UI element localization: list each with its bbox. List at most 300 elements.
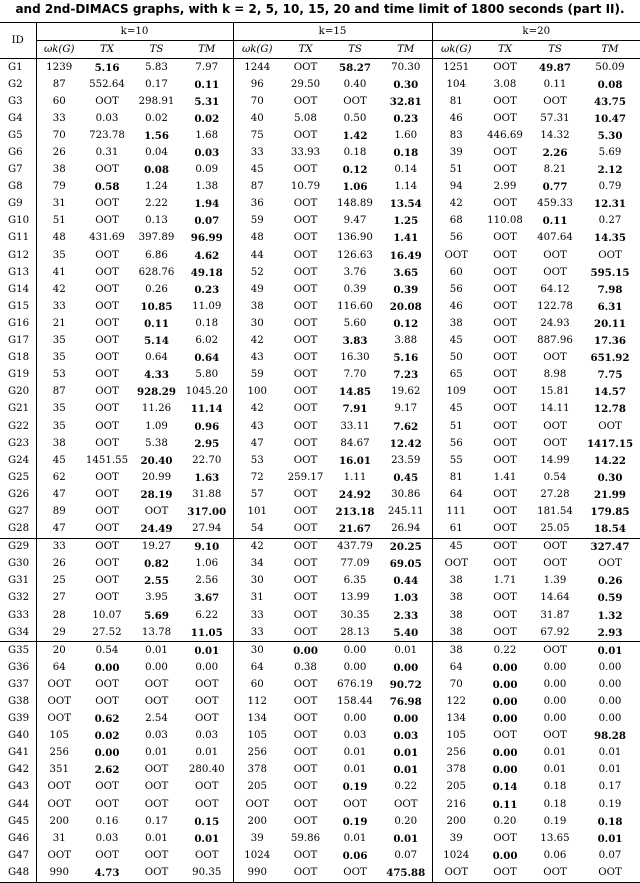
table-cell: 0.01 (543, 764, 567, 776)
table-cell: 30.86 (391, 488, 421, 500)
table-cell: 14.22 (594, 454, 626, 467)
table-cell: 1.32 (597, 609, 623, 622)
table-cell: OOT (36, 779, 82, 796)
results-table (0, 22, 640, 883)
row-id: G5 (8, 129, 23, 141)
table-cell: 39 (432, 830, 480, 847)
row-id: G29 (0, 538, 36, 556)
table-cell: 0.00 (543, 713, 567, 725)
table-cell: 3.76 (343, 266, 367, 278)
table-cell: OOT (293, 232, 318, 244)
table-cell: 27.28 (540, 488, 570, 500)
table-cell: 134 (432, 711, 480, 728)
row-id: G36 (8, 661, 30, 673)
table-row (0, 367, 640, 384)
table-cell: 446.69 (487, 129, 523, 141)
table-cell: OOT (95, 575, 119, 587)
table-cell: OOT (36, 676, 82, 693)
subheader-row (0, 41, 640, 59)
table-cell: OOT (493, 609, 517, 621)
table-cell: 148.89 (337, 198, 373, 210)
table-cell: 3.67 (194, 592, 220, 605)
table-cell: OOT (543, 266, 567, 278)
table-cell: 0.07 (394, 849, 418, 861)
table-cell: 31 (233, 590, 281, 607)
table-cell: OOT (493, 403, 517, 415)
table-cell: 0.19 (543, 815, 567, 827)
table-cell: 0.01 (194, 832, 220, 845)
row-id: G8 (8, 181, 23, 193)
table-cell: OOT (493, 164, 517, 176)
table-cell: 259.17 (287, 471, 324, 483)
table-cell: 0.00 (492, 747, 518, 760)
table-cell: 26 (36, 144, 82, 161)
table-cell: 13.54 (389, 198, 422, 211)
row-id: G15 (8, 300, 30, 312)
table-cell: 0.38 (294, 661, 317, 673)
table-cell: 1024 (432, 847, 480, 864)
table-cell: 41 (36, 264, 82, 281)
table-cell: 0.00 (492, 696, 518, 709)
table-cell: 35 (36, 350, 82, 367)
table-cell: OOT (493, 232, 517, 244)
table-cell: 1.56 (144, 129, 169, 142)
table-cell: 56 (432, 230, 480, 247)
table-cell: OOT (95, 505, 119, 517)
table-cell: 14.85 (339, 386, 371, 399)
row-id: G13 (8, 266, 30, 278)
table-cell: OOT (293, 454, 318, 466)
table-cell: 4.62 (194, 249, 220, 262)
table-cell: 30.35 (340, 609, 370, 621)
table-cell: OOT (493, 832, 517, 844)
table-cell: 36 (233, 196, 281, 213)
table-cell: 14.35 (594, 232, 626, 245)
table-cell: 0.08 (597, 78, 623, 91)
table-cell: 62 (36, 469, 82, 486)
table-cell: 64 (432, 486, 480, 503)
table-cell: 39 (233, 830, 281, 847)
table-cell: OOT (293, 198, 318, 210)
table-cell: 64 (36, 659, 82, 676)
table-row (0, 556, 640, 573)
table-cell: OOT (293, 420, 318, 432)
table-cell: OOT (233, 796, 281, 813)
table-cell: OOT (95, 249, 119, 261)
table-cell: OOT (493, 352, 517, 364)
table-cell: 1451.55 (85, 454, 129, 466)
table-cell: 84.67 (340, 437, 370, 449)
table-cell: 0.19 (598, 798, 622, 810)
table-cell: 13.99 (340, 592, 370, 604)
table-cell: 33 (233, 624, 281, 642)
table-cell: OOT (293, 558, 318, 570)
table-cell: 54 (233, 521, 281, 539)
row-id: G34 (8, 626, 30, 638)
table-cell: 20.25 (380, 538, 432, 556)
table-cell: 5.14 (144, 335, 169, 348)
table-cell: OOT (95, 215, 119, 227)
table-cell: 20.99 (141, 471, 172, 483)
table-cell: 10.07 (92, 609, 122, 621)
table-cell: 20 (36, 642, 82, 660)
table-row (0, 76, 640, 93)
table-row (0, 333, 640, 350)
table-cell: OOT (95, 471, 119, 483)
table-cell: 70 (233, 93, 281, 110)
table-cell: OOT (195, 678, 219, 690)
table-cell: 0.18 (393, 147, 419, 160)
row-id: G11 (8, 232, 30, 244)
table-cell: 22.70 (192, 454, 222, 466)
table-cell: OOT (530, 642, 580, 660)
table-cell: 4.33 (144, 369, 169, 382)
table-cell: OOT (195, 713, 219, 725)
table-cell: 5.16 (393, 352, 419, 365)
table-cell: 0.64 (194, 352, 220, 365)
table-cell: 39 (432, 144, 480, 161)
table-cell: 1.60 (394, 129, 418, 141)
table-cell: 8.98 (543, 369, 567, 381)
table-cell: OOT (480, 59, 530, 77)
table-cell: 0.00 (492, 678, 518, 691)
table-cell: 0.11 (543, 78, 567, 90)
table-cell: 651.92 (590, 352, 630, 365)
table-cell: 42 (233, 538, 281, 556)
table-cell: 31.87 (540, 609, 570, 621)
table-cell: 31 (36, 830, 82, 847)
table-cell: OOT (598, 249, 622, 261)
table-cell: 1.06 (342, 181, 368, 194)
table-cell: 1024 (233, 847, 281, 864)
table-cell: 378 (233, 762, 281, 779)
table-cell: 87 (233, 179, 281, 196)
table-cell: 1.39 (543, 575, 567, 587)
table-cell: OOT (293, 505, 318, 517)
table-cell: OOT (95, 369, 119, 381)
table-cell: 0.01 (597, 832, 623, 845)
table-cell: 7.98 (597, 283, 623, 296)
table-cell: 18.54 (594, 523, 626, 536)
table-cell: 3.95 (145, 592, 168, 604)
table-cell: 0.01 (343, 832, 367, 844)
table-cell: 0.18 (543, 781, 567, 793)
table-cell: 0.00 (94, 661, 120, 674)
table-cell: 0.14 (394, 164, 418, 176)
table-cell: 475.88 (380, 864, 432, 882)
row-id: G14 (8, 283, 30, 295)
table-cell: 83 (432, 127, 480, 144)
table-cell: 70 (36, 127, 82, 144)
table-cell: OOT (293, 626, 318, 638)
table-cell: 0.11 (144, 317, 169, 330)
table-cell: 30 (233, 315, 281, 332)
table-cell: OOT (493, 505, 517, 517)
table-cell: 56 (432, 435, 480, 452)
table-cell: OOT (95, 403, 119, 415)
table-cell: OOT (493, 369, 517, 381)
table-cell: OOT (293, 300, 318, 312)
table-cell: 77.09 (340, 558, 370, 570)
table-cell: 205 (432, 779, 480, 796)
table-cell: 0.77 (542, 181, 568, 194)
table-cell: 1.42 (342, 129, 368, 142)
table-cell: 0.54 (82, 642, 132, 660)
table-cell: 0.01 (393, 832, 419, 845)
table-cell: 6.35 (343, 575, 367, 587)
table-cell: 0.19 (342, 815, 368, 828)
table-cell: 0.11 (492, 798, 518, 811)
table-cell: 1417.15 (586, 437, 634, 450)
table-cell: 0.07 (598, 849, 622, 861)
table-cell: OOT (95, 283, 119, 295)
table-cell: OOT (493, 592, 517, 604)
table-cell: OOT (95, 437, 119, 449)
table-cell: 51 (432, 418, 480, 435)
table-cell: 27.94 (192, 523, 222, 535)
table-cell: OOT (95, 164, 119, 176)
table-row (0, 418, 640, 435)
table-cell: OOT (293, 95, 318, 107)
table-cell: 437.79 (330, 538, 380, 556)
table-row (0, 762, 640, 779)
table-cell: 200 (432, 813, 480, 830)
table-cell: OOT (293, 437, 318, 449)
table-cell: OOT (343, 95, 367, 107)
table-cell: 0.39 (343, 283, 367, 295)
table-cell: 28.13 (340, 626, 370, 638)
table-cell: 16.01 (339, 454, 371, 467)
table-cell: 59 (233, 213, 281, 230)
table-cell: 205 (233, 779, 281, 796)
table-cell: 1045.20 (185, 386, 228, 398)
table-cell: OOT (144, 505, 169, 517)
row-id: G7 (8, 164, 23, 176)
table-cell: OOT (394, 798, 418, 810)
table-cell: 0.01 (580, 642, 640, 660)
table-cell: 5.69 (144, 609, 169, 622)
table-cell: OOT (144, 764, 169, 776)
table-cell: 0.50 (343, 112, 367, 124)
table-cell: 58.27 (330, 59, 380, 77)
table-cell: 14.11 (540, 403, 570, 415)
table-cell: OOT (195, 781, 219, 793)
table-cell: 10.47 (594, 112, 626, 125)
table-cell: 1.63 (194, 471, 220, 484)
table-cell: 26.94 (391, 523, 421, 535)
table-row (0, 521, 640, 539)
row-id: G30 (8, 558, 30, 570)
table-cell: 0.14 (492, 781, 518, 794)
table-cell: 3.88 (394, 335, 418, 347)
table-cell: 0.00 (543, 696, 567, 708)
table-cell: 45 (432, 538, 480, 556)
table-row (0, 162, 640, 179)
table-cell: 87 (36, 384, 82, 401)
table-cell: OOT (293, 317, 318, 329)
table-row (0, 93, 640, 110)
table-cell: OOT (144, 696, 169, 708)
table-cell: 0.58 (94, 181, 120, 194)
table-cell: OOT (82, 538, 132, 556)
table-cell: 0.22 (394, 781, 418, 793)
row-id: G25 (8, 471, 30, 483)
table-cell: 70 (432, 676, 480, 693)
table-row (0, 607, 640, 624)
table-cell: 0.11 (194, 78, 220, 91)
table-cell: 9.17 (394, 403, 418, 415)
table-cell: OOT (95, 300, 119, 312)
table-cell: 57.31 (540, 112, 570, 124)
table-cell: 0.00 (145, 661, 168, 673)
table-cell: OOT (493, 300, 517, 312)
table-cell: 0.20 (493, 815, 517, 827)
table-cell: 38 (233, 298, 281, 315)
row-id: G17 (8, 335, 30, 347)
table-cell: OOT (530, 864, 580, 882)
table-cell: 105 (432, 728, 480, 745)
table-cell: 94 (432, 179, 480, 196)
table-cell: 33 (233, 144, 281, 161)
table-cell: 0.00 (598, 696, 622, 708)
table-row (0, 813, 640, 830)
table-cell: 2.55 (144, 575, 169, 588)
table-cell: 38 (432, 573, 480, 590)
table-cell: OOT (293, 249, 318, 261)
table-cell: 0.01 (393, 764, 419, 777)
table-cell: 5.40 (393, 626, 419, 639)
table-cell: 1251 (432, 59, 480, 77)
table-cell: 0.15 (194, 815, 220, 828)
table-row (0, 230, 640, 247)
table-cell: 104 (432, 76, 480, 93)
table-cell: OOT (293, 678, 318, 690)
table-cell: OOT (95, 266, 119, 278)
table-row (0, 796, 640, 813)
table-cell: OOT (144, 798, 169, 810)
table-cell: 0.96 (194, 420, 220, 433)
table-cell: 122 (432, 693, 480, 710)
table-cell: 87 (36, 76, 82, 93)
table-cell: OOT (493, 730, 517, 742)
table-cell: 0.39 (393, 283, 419, 296)
table-cell: 1.06 (195, 558, 219, 570)
table-cell: 351 (36, 762, 82, 779)
table-cell: 200 (233, 813, 281, 830)
table-cell: OOT (293, 747, 318, 759)
table-cell: OOT (598, 558, 622, 570)
table-cell: 79 (36, 179, 82, 196)
table-cell: 245.11 (387, 505, 424, 517)
table-cell: 0.18 (195, 317, 219, 329)
table-cell: 136.90 (337, 232, 373, 244)
table-cell: 64 (432, 659, 480, 676)
table-row (0, 573, 640, 590)
table-cell: 42 (233, 333, 281, 350)
table-row (0, 642, 640, 660)
table-cell: OOT (493, 386, 517, 398)
table-cell: 33 (36, 110, 82, 127)
table-cell: 0.64 (145, 352, 168, 364)
table-cell: 48 (233, 230, 281, 247)
table-cell: 6.86 (145, 249, 168, 261)
row-id: G23 (8, 437, 30, 449)
table-cell: OOT (293, 352, 318, 364)
table-cell: OOT (543, 730, 567, 742)
row-id: G3 (8, 95, 23, 107)
column-header-tx: TX (281, 41, 330, 59)
table-cell: 14.32 (540, 129, 570, 141)
table-cell: 11.14 (190, 403, 223, 416)
table-cell: OOT (543, 95, 567, 107)
table-cell: OOT (493, 249, 517, 261)
table-cell: 35 (36, 333, 82, 350)
table-cell: 5.30 (597, 129, 623, 142)
table-cell: OOT (95, 696, 119, 708)
table-cell: 96.99 (190, 232, 223, 245)
table-cell: 31 (36, 196, 82, 213)
table-cell: 1.11 (343, 471, 367, 483)
table-cell: OOT (95, 558, 119, 570)
table-row (0, 401, 640, 418)
row-id: G27 (8, 505, 30, 517)
table-cell: 40 (233, 110, 281, 127)
table-cell: 0.03 (343, 730, 367, 742)
table-cell: OOT (195, 798, 219, 810)
column-header-tm: TM (380, 41, 432, 59)
table-cell: 64.12 (540, 283, 570, 295)
table-cell: 0.00 (330, 642, 380, 660)
table-cell: 0.01 (181, 642, 233, 660)
table-cell: 0.01 (145, 832, 168, 844)
table-cell: 33 (36, 298, 82, 315)
table-cell: OOT (144, 849, 169, 861)
table-cell: 11.05 (190, 626, 223, 639)
table-cell: 60 (233, 676, 281, 693)
table-cell: 43 (233, 350, 281, 367)
table-cell: OOT (293, 730, 318, 742)
row-id: G33 (8, 609, 30, 621)
table-cell: 0.03 (145, 730, 168, 742)
table-cell: 0.27 (598, 215, 622, 227)
table-cell: 1239 (36, 59, 82, 77)
table-cell: 0.02 (94, 730, 120, 743)
table-cell: 126.63 (337, 249, 373, 261)
table-cell: 134 (233, 711, 281, 728)
column-header-omega: ωk(G) (432, 41, 480, 59)
table-cell: OOT (95, 488, 119, 500)
table-cell: OOT (493, 317, 517, 329)
row-id: G39 (8, 713, 30, 725)
table-cell: 2.54 (145, 713, 168, 725)
table-cell: OOT (493, 335, 517, 347)
table-row (0, 745, 640, 762)
table-cell: 0.82 (144, 558, 169, 571)
table-row (0, 728, 640, 745)
row-id: G6 (8, 147, 23, 159)
table-cell: 0.44 (393, 575, 419, 588)
table-cell: 0.01 (343, 764, 367, 776)
table-cell: 13.78 (141, 626, 172, 638)
table-cell: 0.00 (598, 713, 622, 725)
table-cell: 90.72 (389, 678, 422, 691)
table-cell: 51 (432, 162, 480, 179)
table-cell: 378 (432, 762, 480, 779)
table-cell: 990 (36, 864, 82, 882)
table-cell: 0.00 (343, 713, 367, 725)
row-id: G9 (8, 198, 23, 210)
table-cell: OOT (598, 420, 622, 432)
